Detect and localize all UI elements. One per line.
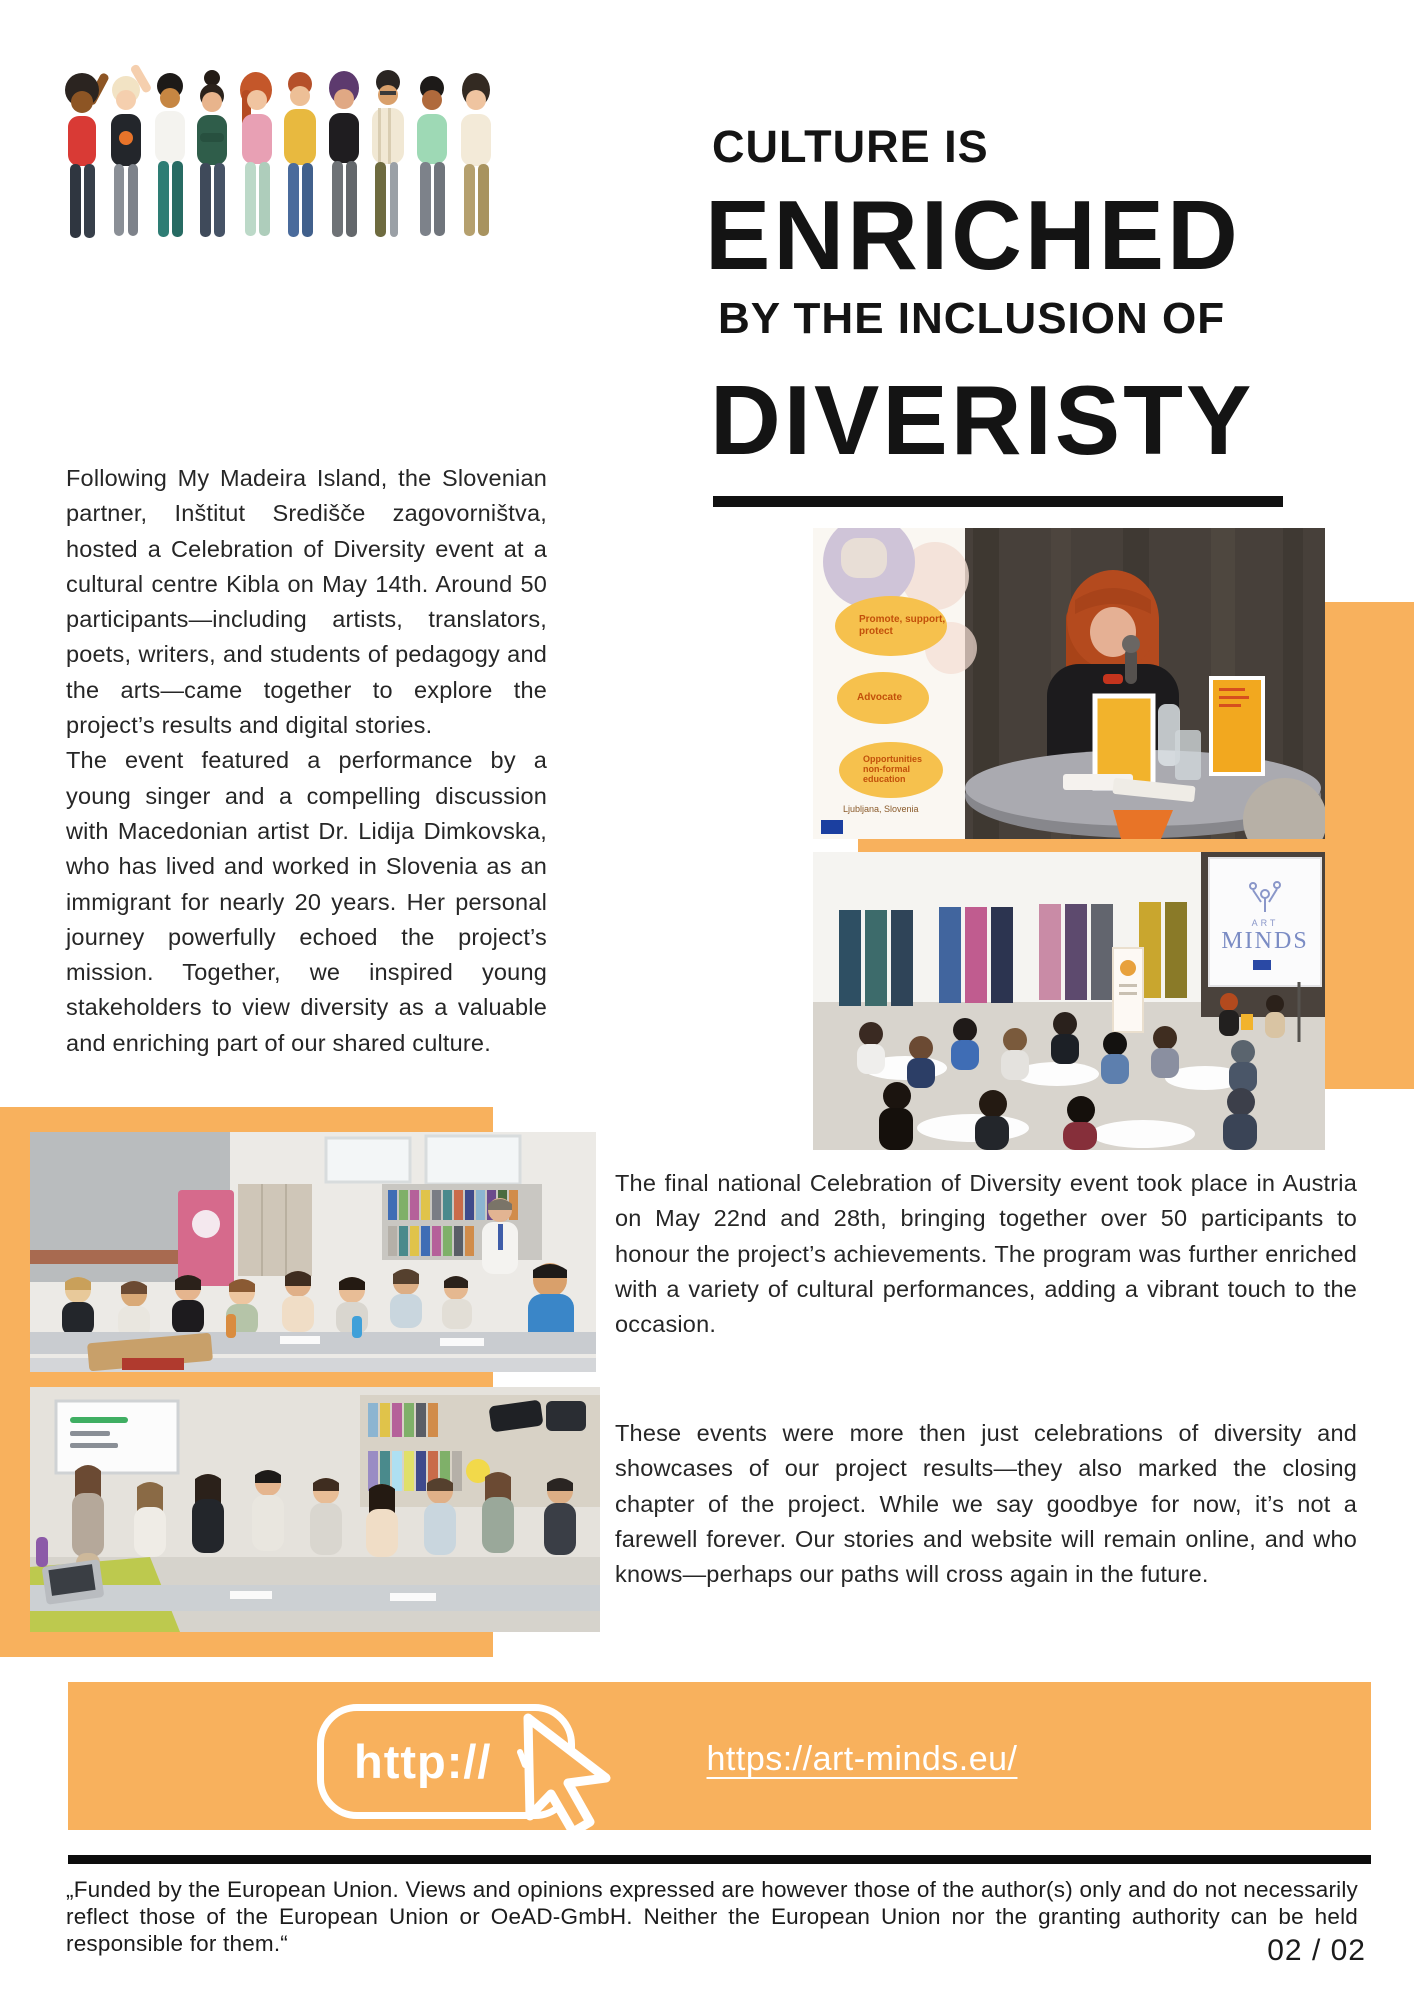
photo-classroom-group-1 [30, 1132, 596, 1372]
headline-line-2: ENRICHED [705, 180, 1241, 290]
illustration-person [197, 70, 227, 237]
photo-speaker-event [813, 528, 1325, 839]
illustration-person [461, 73, 491, 236]
illustration-person [65, 72, 110, 238]
title-underline [713, 496, 1283, 507]
photo-speaker-event-graphic [813, 528, 1325, 839]
photo-classroom-group-2 [30, 1387, 600, 1632]
illustration-person [417, 76, 447, 236]
http-badge-label: http:// [354, 1735, 492, 1788]
headline-line-3: BY THE INCLUSION OF [718, 294, 1226, 343]
rollup-text-protect: protect [859, 626, 893, 637]
diverse-people-illustration [52, 38, 504, 262]
website-banner [68, 1682, 1371, 1830]
article-left-paragraph-2: The event featured a performance by a young singer and a compelling discussion with Macedonian artist Dr. Lidija Dimkovska, who has lived and worked in Slovenia as an immigrant for nearly 20 years. Her personal journey powerfully echoed the project’s mission. Together, we inspired young stakeholders to view diversity as a valuable and enriching part of our shared culture. [66, 747, 547, 1056]
page-number: 02 / 02 [1267, 1934, 1366, 1967]
illustration-person [284, 72, 316, 237]
article-right-paragraph-1: The final national Celebration of Diversity event took place in Austria on May 22nd and 28th, bringing together over 50 participants to honour the project’s achievements. The program was further enriched with a variety of cultural performances, adding a vibrant touch to the occasion. [615, 1170, 1357, 1338]
headline-line-1: CULTURE IS [712, 121, 989, 172]
rollup-text-education: education [863, 774, 906, 784]
rollup-text-nonformal: non-formal [863, 764, 910, 774]
rollup-text-advocate: Advocate [857, 692, 903, 703]
illustration-person [111, 63, 152, 236]
funding-disclaimer: „Funded by the European Union. Views and opinions expressed are however those of the author(s) only and do not necessarily reflect those of the European Union or OeAD-GmbH. Neither the European Union nor the granting authority can be held responsible for them.“ [66, 1877, 1358, 1956]
illustration-person [155, 73, 185, 237]
photo-gallery-audience-graphic [813, 852, 1325, 1150]
rollup-text-opportunities: Opportunities [863, 754, 922, 764]
website-link[interactable]: https://art-minds.eu/ [706, 1740, 1018, 1778]
rollup-text-promote: Promote, support, [859, 614, 946, 625]
photo-classroom-2-graphic [30, 1387, 600, 1632]
illustration-person [240, 72, 272, 236]
cursor-icon [506, 1710, 632, 1838]
screen-subtitle-text: ART [1251, 918, 1279, 928]
headline-line-4: DIVERISTY [710, 365, 1255, 475]
photo-classroom-1-graphic [30, 1132, 596, 1372]
minds-projection-screen [1209, 858, 1321, 986]
rollup-text-location: Ljubljana, Slovenia [843, 804, 919, 814]
illustration-person [372, 70, 404, 237]
article-right-paragraph-2: These events were more then just celebrations of diversity and showcases of our project results—they also marked the closing chapter of the project. While we say goodbye for now, it’s not a farewell forever. Our stories and website will remain online, and who knows—perhaps our paths will cross again in the future. [615, 1420, 1357, 1588]
illustration-person [329, 71, 359, 237]
screen-title-text: MINDS [1221, 928, 1309, 954]
footer-separator-line [68, 1855, 1371, 1864]
photo-gallery-audience [813, 852, 1325, 1150]
article-left-paragraph-1: Following My Madeira Island, the Slovenian partner, Inštitut Središče zagovorništva, hosted a Celebration of Diversity event at a cultural centre Kibla on May 14th. Around 50 participants—including artists, translators, poets, writers, and students of pedagogy and the arts—came together to explore the project’s results and digital stories. [66, 465, 547, 739]
article-left-column [66, 461, 547, 1061]
